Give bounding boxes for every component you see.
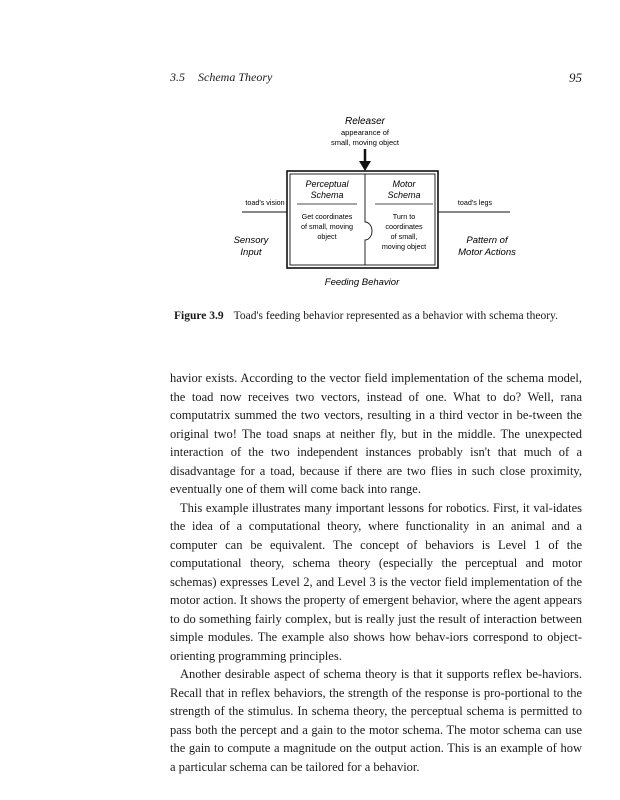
schema-divider (365, 174, 372, 265)
input-label: toad's vision (245, 198, 285, 207)
schema-diagram (0, 0, 620, 300)
section-number: 3.5 (170, 70, 185, 84)
page-number: 95 (569, 70, 582, 85)
motor-title-line1: Motor (392, 179, 416, 189)
motor-desc-line2: coordinates (385, 222, 423, 231)
figure-caption (174, 310, 594, 322)
figure-caption-text: Toad's feeding behavior represented as a behavior with schema theory. (233, 310, 558, 322)
body-text (170, 369, 582, 776)
motor-desc-line1: Turn to (392, 212, 416, 221)
sensory-line2: Input (240, 247, 262, 258)
releaser-arrow-head (359, 161, 371, 171)
releaser-desc-line2: small, moving object (331, 138, 399, 147)
figure-label: Figure 3.9 (174, 310, 224, 322)
paragraph-1: havior exists. According to the vector field implementation of the schema model, the toad now receives two vectors, instead of one. What to do? Well, rana computatrix summed the two vectors, resulting in a third vector in be-tween the original two! The toad snaps at neither fly, but in the middle. The unexpected interaction of the two independent instances probably isn't that much of a disadvantage for a toad, because if there are two flies in such close proximity, eventually one of them will come back into range. (170, 371, 582, 496)
motor-desc-line4: moving object (381, 242, 427, 251)
section-title: Schema Theory (198, 70, 273, 84)
pattern-line1: Pattern of (466, 235, 508, 246)
releaser-desc-line1: appearance of (341, 128, 389, 137)
perceptual-title-line1: Perceptual (305, 179, 349, 189)
motor-desc-line3: of small, (390, 232, 418, 241)
paragraph-3: Another desirable aspect of schema theory is that it supports reflex be-haviors. Recall that in reflex behaviors, the strength of the response is pro-portional to the strength of the stimulus. In schema theory, the perceptual schema is permitted to pass both the percept and a gain to the motor schema. The motor schema can use the gain to compute a magnitude on the output action. This is an example of how a particular schema can be tailored for a behavior. (170, 667, 582, 774)
sensory-line1: Sensory (233, 235, 269, 246)
output-label: toad's legs (457, 198, 493, 207)
releaser-title: Releaser (344, 116, 386, 127)
perceptual-desc-line2: of small, moving (301, 222, 353, 231)
pattern-line2: Motor Actions (458, 247, 516, 258)
motor-title-line2: Schema (387, 190, 421, 200)
perceptual-title-line2: Schema (310, 190, 344, 200)
perceptual-desc-line1: Get coordinates (301, 212, 353, 221)
paragraph-2: This example illustrates many important lessons for robotics. First, it val-idates the idea of a computational theory, where functionality in an animal and a computer can be equivalent. The concept of behaviors is Level 1 of the computational theory, schema theory (especially the perceptual and motor schemas) expresses Level 2, and Level 3 is the vector field implementation of the motor action. It shows the property of emergent behavior, where the agent appears to do something fairly complex, but is really just the result of interaction between simple modules. The example also shows how behav-iors correspond to object-orienting programming principles. (170, 500, 582, 663)
perceptual-desc-line3: object (317, 232, 337, 241)
behavior-label: Feeding Behavior (324, 277, 400, 288)
